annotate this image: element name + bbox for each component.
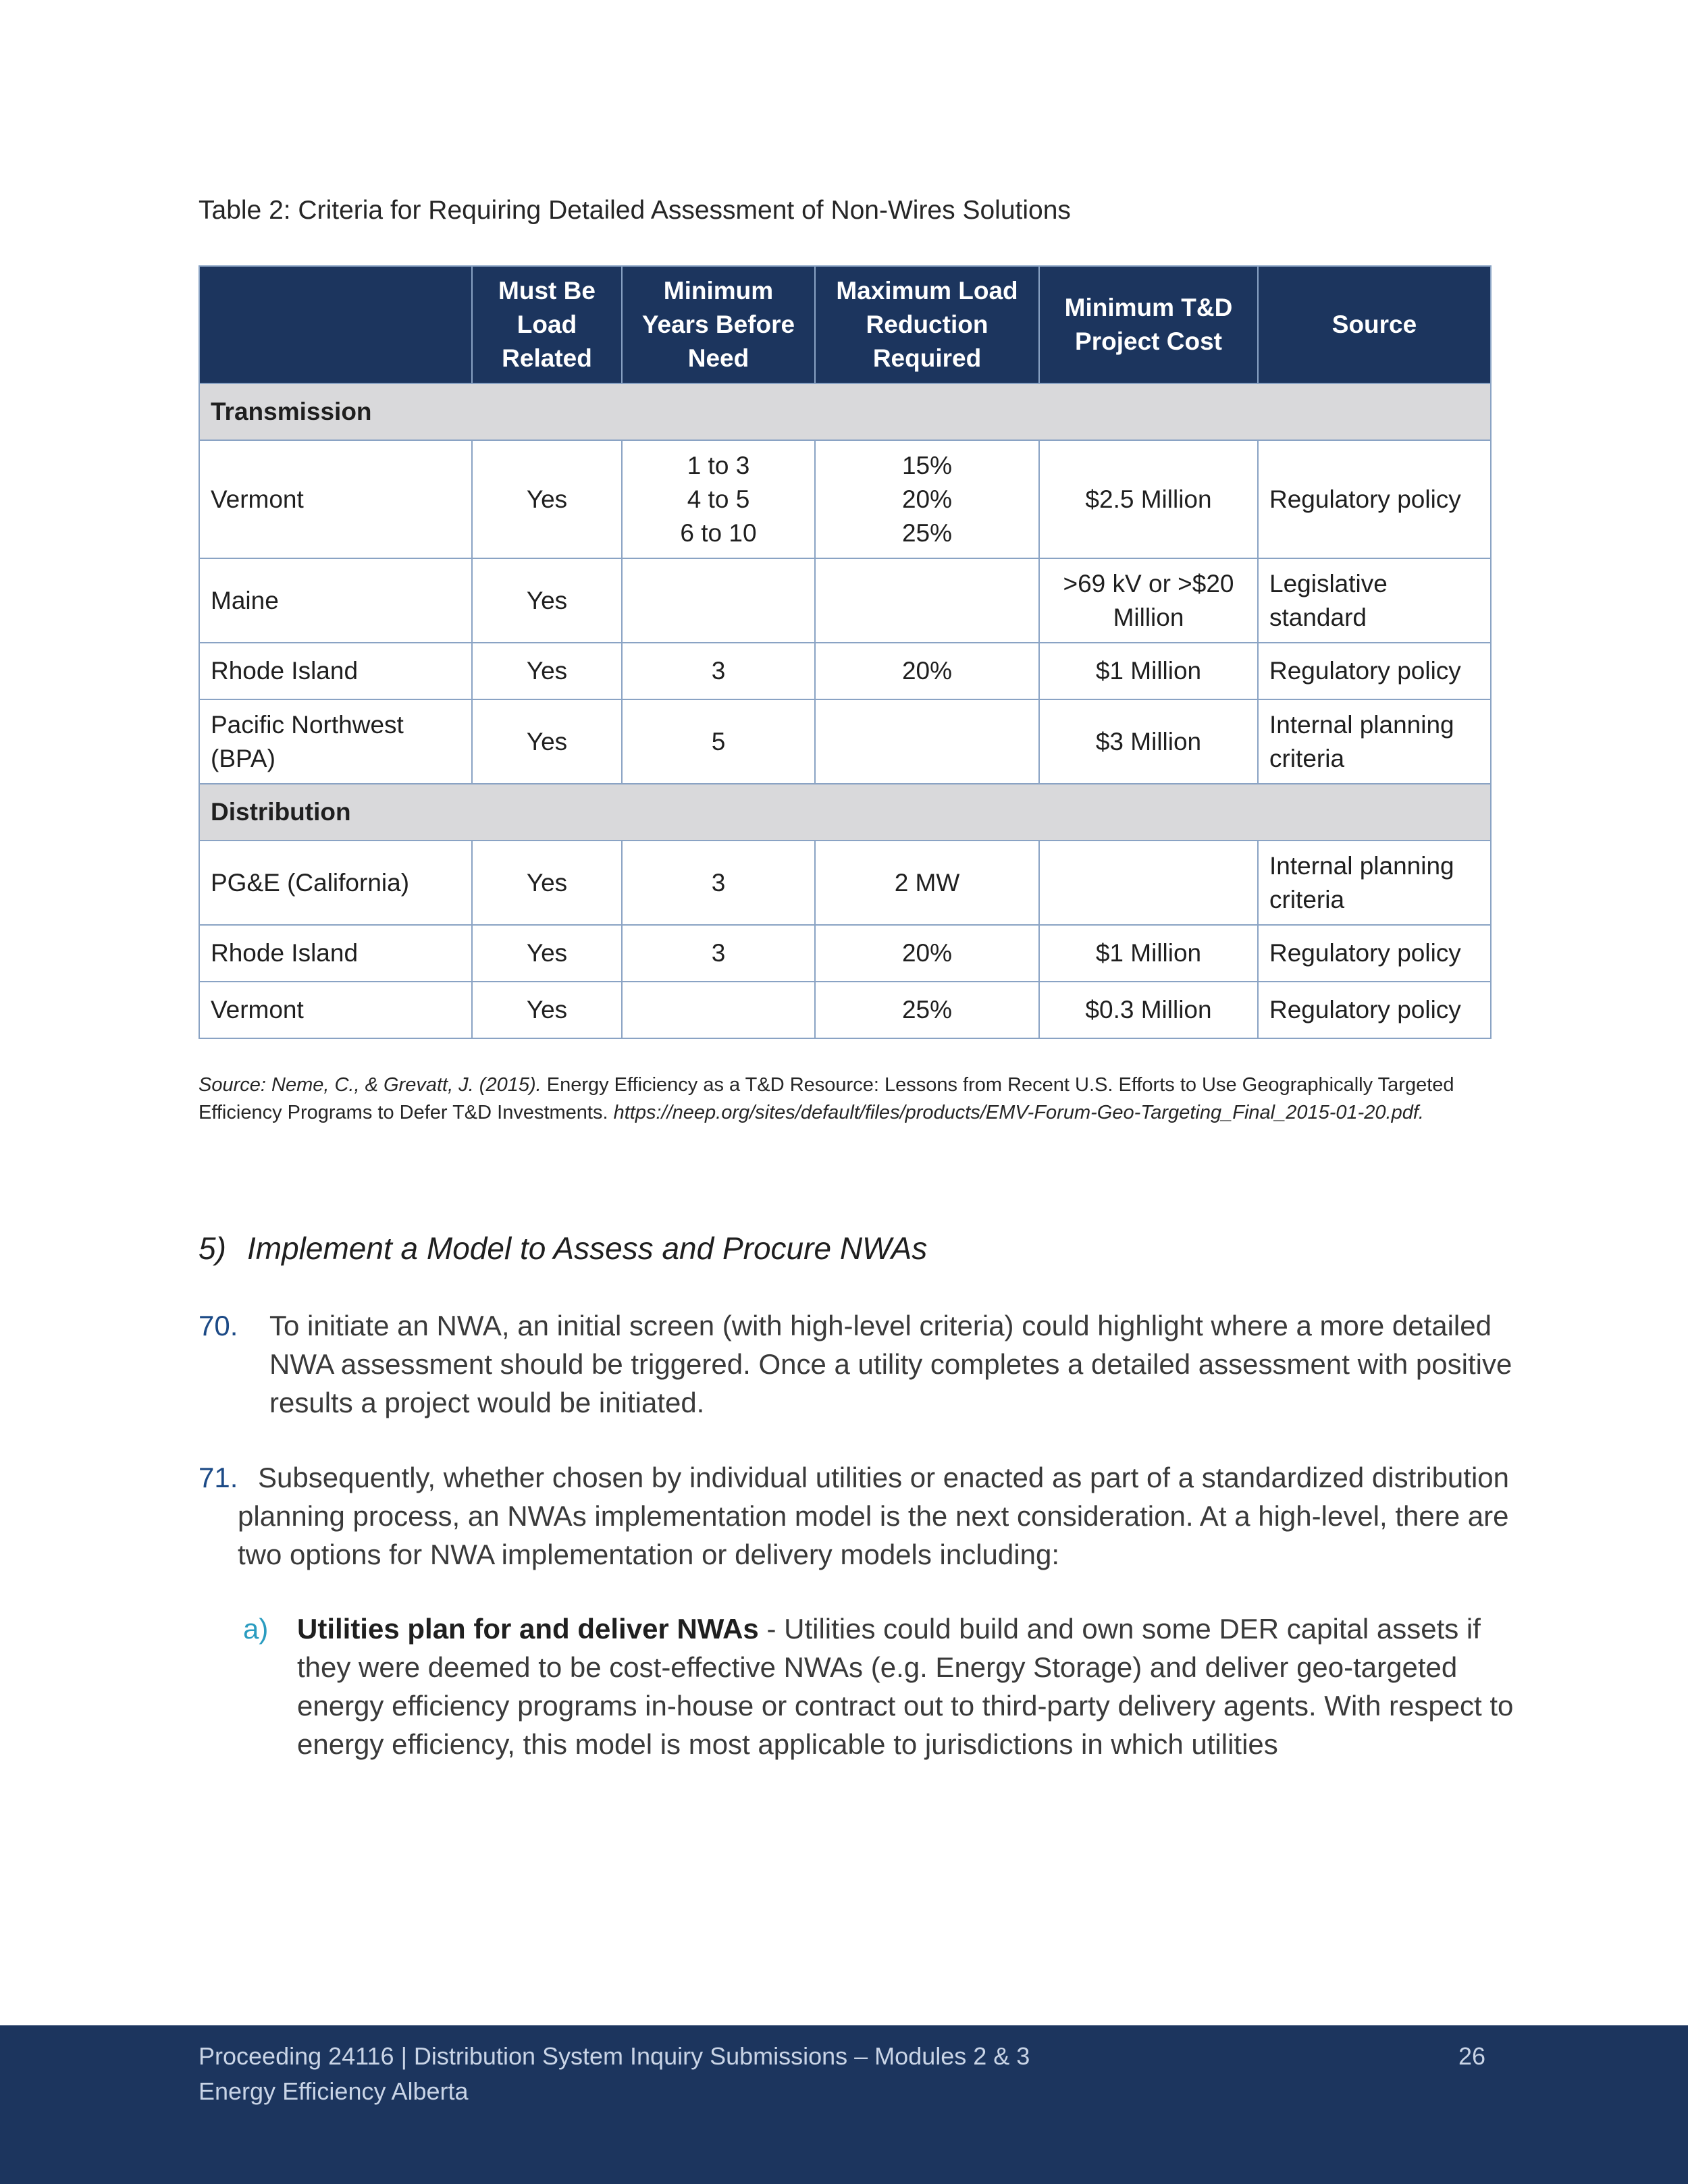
- cell-source: Regulatory policy: [1258, 925, 1491, 982]
- cell-load-related: Yes: [472, 841, 622, 925]
- cell-max-load-reduction: [815, 558, 1039, 643]
- cell-source: Regulatory policy: [1258, 643, 1491, 699]
- list-item-title: Utilities plan for and deliver NWAs: [297, 1613, 759, 1645]
- paragraph-number: 71.: [199, 1462, 238, 1493]
- table-row: [199, 440, 1491, 558]
- cell-max-load-reduction: [815, 699, 1039, 784]
- table-caption: Table 2: Criteria for Requiring Detailed Assessment of Non-Wires Solutions: [199, 196, 1071, 225]
- cell-min-project-cost: [1039, 841, 1258, 925]
- cell-max-load-reduction: 20%: [815, 925, 1039, 982]
- section-label: Distribution: [199, 784, 1491, 841]
- cell-load-related: Yes: [472, 925, 622, 982]
- paragraph-text: To initiate an NWA, an initial screen (with high-level criteria) could highlight where a more detailed NWA assessment should be triggered. Once a utility completes a detailed assessment with positive results a project would be initiated.: [269, 1310, 1512, 1418]
- cell-min-years: 3: [622, 925, 815, 982]
- cell-max-load-reduction: 20%: [815, 643, 1039, 699]
- paragraph-number: 70.: [199, 1310, 238, 1341]
- cell-min-project-cost: $1 Million: [1039, 643, 1258, 699]
- citation-url[interactable]: https://neep.org/sites/default/files/products/EMV-Forum-Geo-Targeting_Final_2015-01-20.pdf.: [613, 1102, 1424, 1123]
- cell-source: Legislative standard: [1258, 558, 1491, 643]
- cell-jurisdiction: Rhode Island: [199, 925, 472, 982]
- table-row: [199, 558, 1491, 643]
- cell-load-related: Yes: [472, 982, 622, 1038]
- citation-authors: Source: Neme, C., & Grevatt, J. (2015).: [199, 1074, 542, 1096]
- cell-jurisdiction: Vermont: [199, 440, 472, 558]
- header-source: Source: [1258, 266, 1491, 383]
- section-row-transmission: [199, 383, 1491, 440]
- cell-jurisdiction: Rhode Island: [199, 643, 472, 699]
- table-row: [199, 982, 1491, 1038]
- paragraph-text: Subsequently, whether chosen by individual utilities or enacted as part of a standardized distribution planning process, an NWAs implementation model is the next consideration. At a high-level, there are two options for NWA implementation or delivery models including:: [238, 1462, 1510, 1570]
- cell-max-load-reduction: 25%: [815, 982, 1039, 1038]
- table-row: [199, 643, 1491, 699]
- section-heading: [199, 1230, 927, 1267]
- paragraph-71: [199, 1458, 1521, 1574]
- cell-load-related: Yes: [472, 699, 622, 784]
- section-label: Transmission: [199, 383, 1491, 440]
- cell-jurisdiction: Maine: [199, 558, 472, 643]
- table-row: [199, 699, 1491, 784]
- cell-jurisdiction: PG&E (California): [199, 841, 472, 925]
- list-item-a: [243, 1609, 1539, 1763]
- header-cell-blank: [199, 266, 472, 383]
- section-heading-number: 5): [199, 1231, 226, 1266]
- cell-min-project-cost: $0.3 Million: [1039, 982, 1258, 1038]
- cell-min-years: 3: [622, 841, 815, 925]
- footer-organization: Energy Efficiency Alberta: [199, 2077, 469, 2105]
- cell-max-load-reduction: 15% 20% 25%: [815, 440, 1039, 558]
- table-row: [199, 841, 1491, 925]
- cell-min-years: 3: [622, 643, 815, 699]
- list-item-letter: a): [243, 1613, 269, 1645]
- page-footer: [0, 2025, 1688, 2184]
- cell-min-project-cost: $1 Million: [1039, 925, 1258, 982]
- header-min-project-cost: Minimum T&D Project Cost: [1039, 266, 1258, 383]
- page-number: 26: [1458, 2042, 1486, 2070]
- section-heading-text: Implement a Model to Assess and Procure NWAs: [247, 1231, 928, 1266]
- citation-title: Energy Efficiency as a T&D Resource: Lessons from Recent U.S. Efforts to Use Geographically Targeted Efficiency Programs to Defer T&D Investments.: [199, 1074, 1454, 1123]
- footer-proceeding: Proceeding 24116 | Distribution System Inquiry Submissions – Modules 2 & 3: [199, 2042, 1030, 2070]
- paragraph-70: [199, 1306, 1552, 1422]
- cell-min-years: [622, 558, 815, 643]
- cell-source: Regulatory policy: [1258, 440, 1491, 558]
- table-row: [199, 925, 1491, 982]
- cell-min-years: 1 to 3 4 to 5 6 to 10: [622, 440, 815, 558]
- source-citation: [199, 1071, 1498, 1127]
- cell-source: Internal planning criteria: [1258, 699, 1491, 784]
- cell-min-project-cost: >69 kV or >$20 Million: [1039, 558, 1258, 643]
- header-load-related: Must Be Load Related: [472, 266, 622, 383]
- cell-min-project-cost: $3 Million: [1039, 699, 1258, 784]
- cell-source: Regulatory policy: [1258, 982, 1491, 1038]
- cell-load-related: Yes: [472, 643, 622, 699]
- cell-min-project-cost: $2.5 Million: [1039, 440, 1258, 558]
- table-header-row: [199, 266, 1491, 383]
- cell-min-years: [622, 982, 815, 1038]
- cell-load-related: Yes: [472, 558, 622, 643]
- header-max-load-reduction: Maximum Load Reduction Required: [815, 266, 1039, 383]
- list-item-text: - Utilities could build and own some DER capital assets if they were deemed to be cost-effective NWAs (e.g. Energy Storage) and deliver geo-targeted energy efficiency programs in-house or contract out to third-party delivery agents. With respect to energy efficiency, this model is most applicable to jurisdictions in which utilities: [297, 1613, 1514, 1760]
- cell-source: Internal planning criteria: [1258, 841, 1491, 925]
- section-row-distribution: [199, 784, 1491, 841]
- cell-load-related: Yes: [472, 440, 622, 558]
- cell-jurisdiction: Pacific Northwest (BPA): [199, 699, 472, 784]
- cell-min-years: 5: [622, 699, 815, 784]
- cell-max-load-reduction: 2 MW: [815, 841, 1039, 925]
- header-min-years: Minimum Years Before Need: [622, 266, 815, 383]
- criteria-table: [199, 265, 1492, 1039]
- cell-jurisdiction: Vermont: [199, 982, 472, 1038]
